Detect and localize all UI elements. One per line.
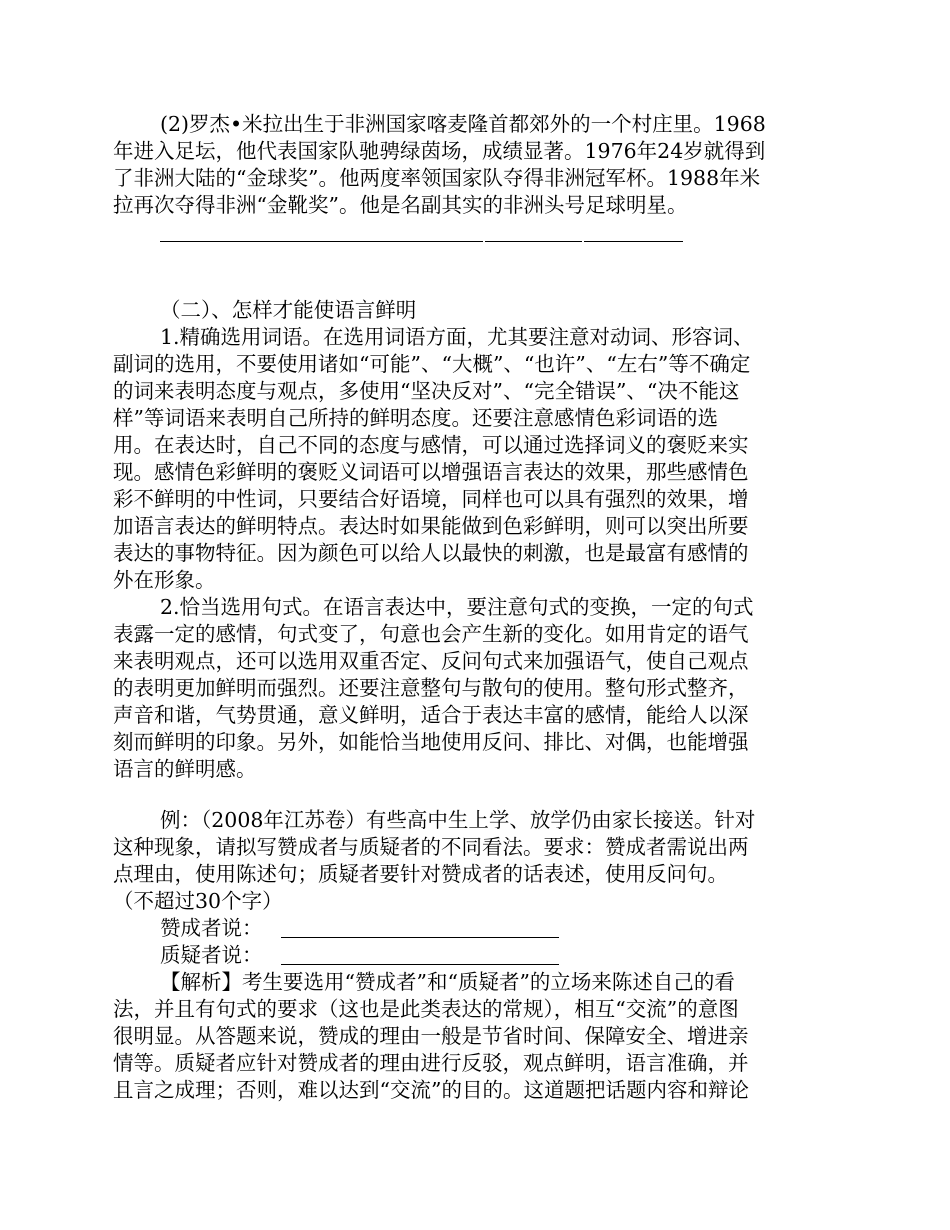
point-1-line-3: 的词来表明态度与观点，多使用“坚决反对”、“完全错误”、“决不能这 — [113, 379, 740, 403]
point-1-line-5: 用。在表达时，自己不同的态度与感情，可以通过选择词义的褒贬来实 — [113, 433, 749, 457]
point-2-line-2: 表露一定的感情，句式变了，句意也会产生新的变化。如用肯定的语气 — [113, 622, 749, 646]
analysis-line-4: 情等。质疑者应针对赞成者的理由进行反驳，观点鲜明，语言准确，并 — [113, 1051, 749, 1075]
answer-blank-2[interactable] — [485, 241, 582, 242]
point-1-line-9: 表达的事物特征。因为颜色可以给人以最快的刺激，也是最富有感情的 — [113, 541, 749, 565]
point-2-line-6: 刻而鲜明的印象。另外，如能恰当地使用反问、排比、对偶，也能增强 — [113, 730, 749, 754]
example-line-4: （不超过30个字） — [113, 889, 283, 913]
answer-blank-1[interactable] — [160, 241, 483, 242]
analysis-line-5: 且言之成理；否则，难以达到“交流”的目的。这道题把话题内容和辩论 — [113, 1078, 749, 1102]
point-1-line-2: 副词的选用，不要使用诸如“可能”、“大概”、“也许”、“左右”等不确定 — [113, 352, 751, 376]
supporter-label: 赞成者说： — [160, 916, 263, 940]
paragraph-2-line-1: (2)罗杰•米拉出生于非洲国家喀麦隆首都郊外的一个村庄里。1968 — [160, 112, 766, 136]
point-2-line-1: 2.恰当选用句式。在语言表达中，要注意句式的变换，一定的句式 — [160, 595, 754, 619]
point-2-line-3: 来表明观点，还可以选用双重否定、反问句式来加强语气，使自己观点 — [113, 649, 749, 673]
point-1-line-1: 1.精确选用词语。在选用词语方面，尤其要注意对动词、形容词、 — [160, 325, 754, 349]
point-1-line-10: 外在形象。 — [113, 568, 216, 592]
supporter-answer-blank[interactable] — [281, 937, 559, 938]
doubter-label: 质疑者说： — [160, 943, 263, 967]
example-line-1: 例：（2008年江苏卷）有些高中生上学、放学仍由家长接送。针对 — [160, 808, 756, 832]
analysis-line-3: 很明显。从答题来说，赞成的理由一般是节省时间、保障安全、增进亲 — [113, 1024, 749, 1048]
point-1-line-6: 现。感情色彩鲜明的褒贬义词语可以增强语言表达的效果，那些感情色 — [113, 460, 749, 484]
section-heading: （二）、怎样才能使语言鲜明 — [160, 298, 417, 322]
doubter-answer-blank[interactable] — [281, 964, 559, 965]
paragraph-2-line-3: 了非洲大陆的“金球奖”。他两度率领国家队夺得非洲冠军杯。1988年米 — [113, 166, 761, 190]
paragraph-2-line-4: 拉再次夺得非洲“金靴奖”。他是名副其实的非洲头号足球明星。 — [113, 193, 688, 217]
example-line-3: 点理由，使用陈述句；质疑者要针对赞成者的话表述，使用反问句。 — [113, 862, 728, 886]
analysis-line-1: 【解析】考生要选用“赞成者”和“质疑者”的立场来陈述自己的看 — [160, 970, 735, 994]
point-2-line-7: 语言的鲜明感。 — [113, 757, 257, 781]
point-2-line-5: 声音和谐，气势贯通，意义鲜明，适合于表达丰富的感情，能给人以深 — [113, 703, 749, 727]
point-2-line-4: 的表明更加鲜明而强烈。还要注意整句与散句的使用。整句形式整齐， — [113, 676, 749, 700]
example-line-2: 这种现象，请拟写赞成者与质疑者的不同看法。要求：赞成者需说出两 — [113, 835, 749, 859]
paragraph-2-line-2: 年进入足坛，他代表国家队驰骋绿茵场，成绩显著。1976年24岁就得到 — [113, 139, 766, 163]
point-1-line-4: 样”等词语来表明自己所持的鲜明态度。还要注意感情色彩词语的选 — [113, 406, 718, 430]
point-1-line-7: 彩不鲜明的中性词，只要结合好语境，同样也可以具有强烈的效果，增 — [113, 487, 749, 511]
point-1-line-8: 加语言表达的鲜明特点。表达时如果能做到色彩鲜明，则可以突出所要 — [113, 514, 749, 538]
answer-blank-3[interactable] — [584, 241, 683, 242]
analysis-line-2: 法，并且有句式的要求（这也是此类表达的常规），相互“交流”的意图 — [113, 997, 739, 1021]
